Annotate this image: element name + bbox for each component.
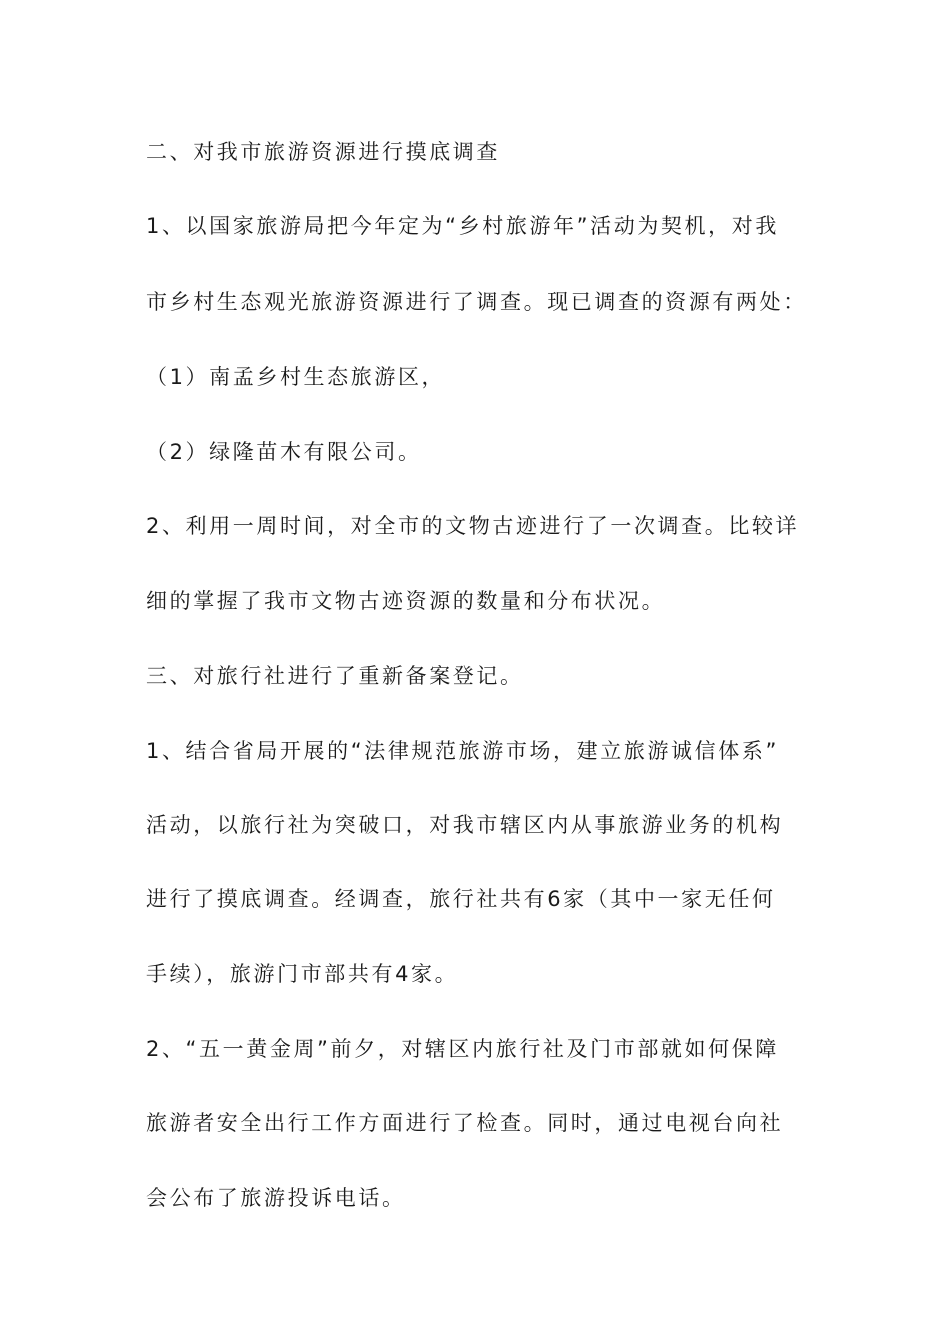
paragraph-line: 手续），旅游门市部共有4家。 [146, 962, 459, 986]
list-item: （1）南孟乡村生态旅游区， [146, 365, 446, 389]
paragraph-line: 1、以国家旅游局把今年定为“乡村旅游年”活动为契机，对我 [146, 214, 779, 238]
section-heading-2: 二、对我市旅游资源进行摸底调查 [146, 140, 500, 164]
paragraph-line: 2、利用一周时间，对全市的文物古迹进行了一次调查。比较详 [146, 514, 800, 538]
paragraph-line: 进行了摸底调查。经调查，旅行社共有6家（其中一家无任何 [146, 887, 776, 911]
paragraph-line: 旅游者安全出行工作方面进行了检查。同时，通过电视台向社 [146, 1111, 784, 1135]
list-item: （2）绿隆苗木有限公司。 [146, 440, 422, 464]
paragraph-line: 会公布了旅游投诉电话。 [146, 1186, 406, 1210]
paragraph-line: 1、结合省局开展的“法律规范旅游市场，建立旅游诚信体系” [146, 739, 779, 763]
paragraph-line: 活动，以旅行社为突破口，对我市辖区内从事旅游业务的机构 [146, 813, 784, 837]
section-heading-3: 三、对旅行社进行了重新备案登记。 [146, 664, 524, 688]
paragraph-line: 细的掌握了我市文物古迹资源的数量和分布状况。 [146, 589, 666, 613]
paragraph-line: 2、“五一黄金周”前夕，对辖区内旅行社及门市部就如何保障 [146, 1037, 779, 1061]
paragraph-line: 市乡村生态观光旅游资源进行了调查。现已调查的资源有两处： [146, 290, 807, 314]
